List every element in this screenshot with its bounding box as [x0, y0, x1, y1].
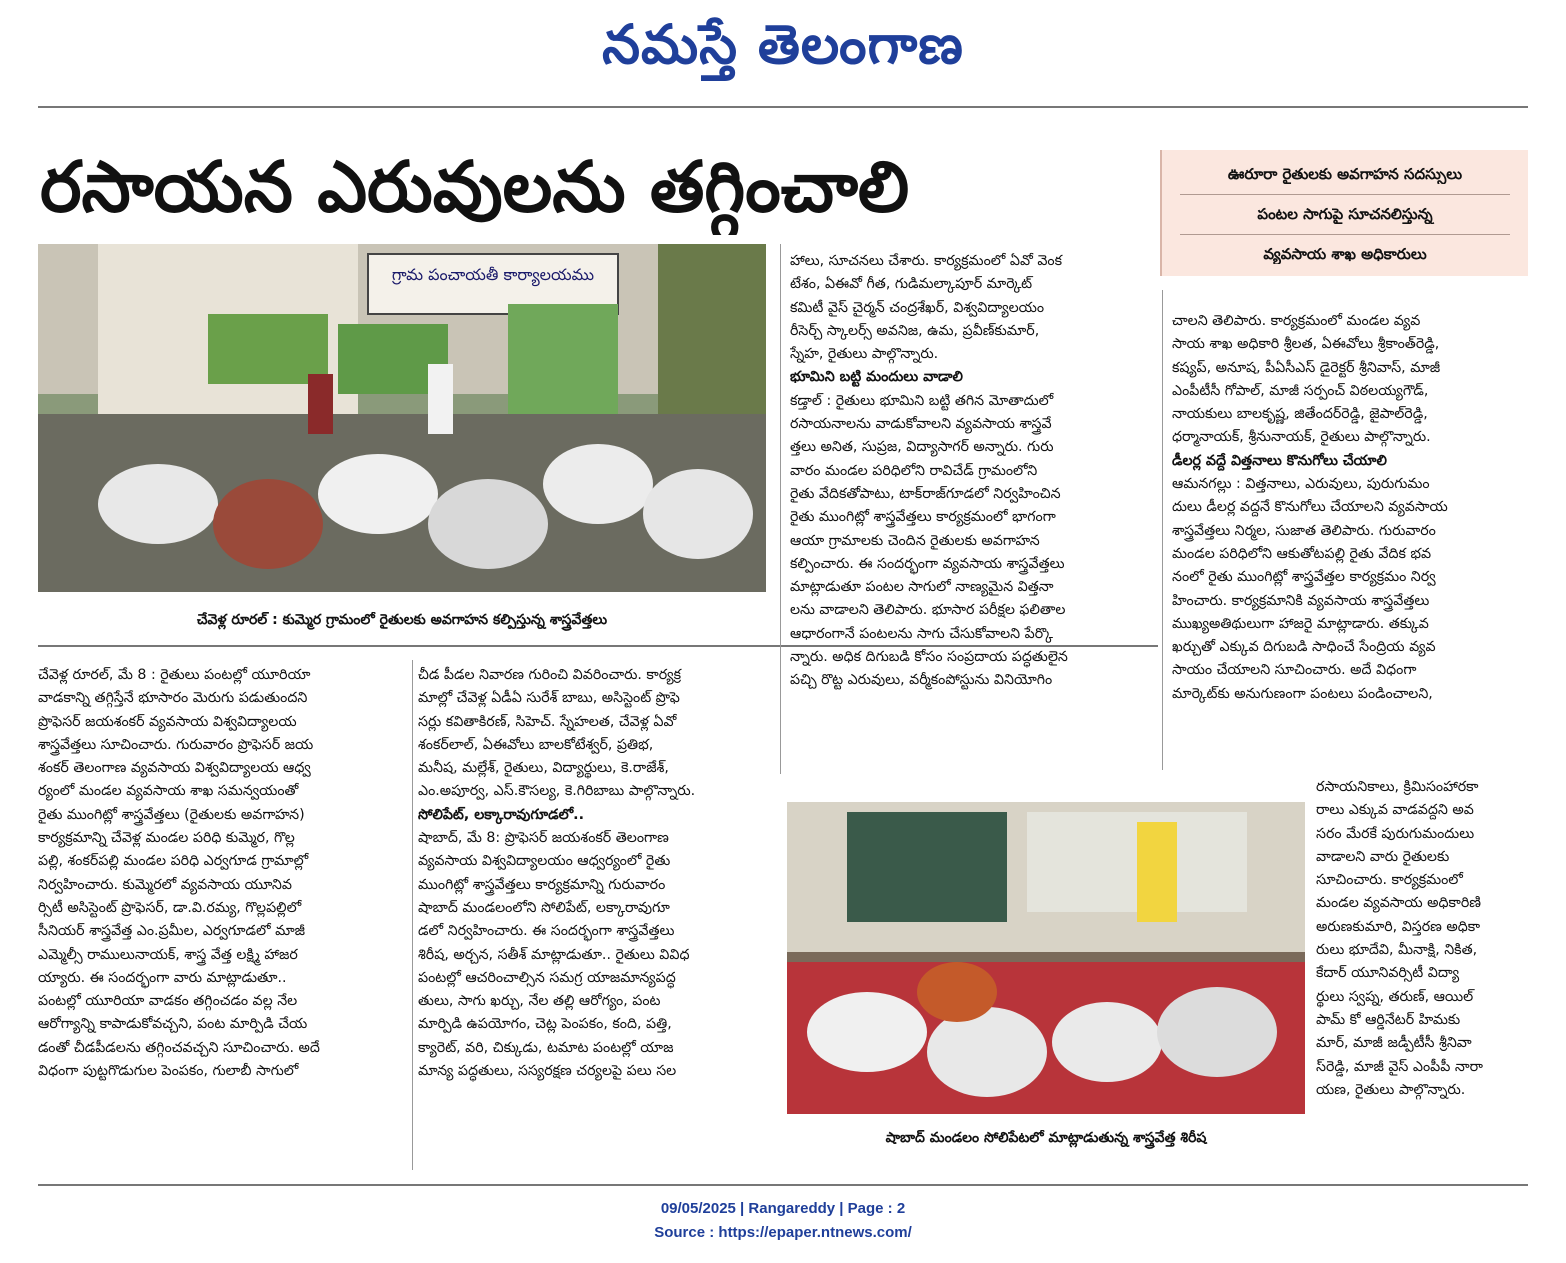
article-text-line: కడ్తాల్ : రైతులు భూమిని బట్టి తగిన మోతాదులో	[790, 392, 1054, 409]
article-text-line: షాబాద్ మండలంలోని సోలిపేట్, లక్కారావుగూ	[418, 899, 670, 916]
article-column-1	[38, 664, 408, 1174]
article-text-line: షాబాద్, మే 8: ప్రొఫెసర్ జయశంకర్ తెలంగాణ	[418, 830, 669, 847]
article-text-line: ఎం.అపూర్వ, ఎస్.కౌసల్య, కె.గిరిబాబు పాల్గొన్నారు.	[418, 783, 696, 800]
article-text-line: ప్రొఫెసర్ జయశంకర్ వ్యవసాయ విశ్వవిద్యాలయ	[38, 713, 297, 730]
article-column-4	[1172, 310, 1528, 800]
article-text-line: ఆమనగల్లు : విత్తనాలు, ఎరువులు, పురుగుమం	[1172, 476, 1430, 493]
article-subheading: డీలర్ల వద్దే విత్తనాలు కొనుగోలు చేయాలి	[1172, 452, 1387, 469]
article-text-line: రీసెర్చ్ స్కాలర్స్ అవనిజ, ఉమ, ప్రవీణ్‌కుమార్,	[790, 322, 1040, 339]
article-text-line: స్‌రెడ్డి, మాజీ వైస్ ఎంపీపీ నారా	[1316, 1058, 1483, 1075]
article-text-line: మాల్లో చేవెళ్ల ఏడీఏ సురేశ్ బాబు, అసిస్టెంట్ ప్రొఫె	[418, 690, 680, 707]
article-text-line: చీడ పీడల నివారణ గురించి వివరించారు. కార్యక్ర	[418, 667, 682, 683]
article-column-3	[790, 250, 1150, 780]
article-text-line: కేదార్ యూనివర్సిటీ విద్యా	[1316, 965, 1460, 982]
article-text-line: పామ్ కో ఆర్డినేటర్ హిమకు	[1316, 1011, 1461, 1028]
photo-farmers-meeting-kummera	[38, 244, 766, 592]
article-text-line: వాడకాన్ని తగ్గిస్తేనే భూసారం మెరుగు పడుతుందని	[38, 690, 308, 707]
article-text-line: చాలని తెలిపారు. కార్యక్రమంలో మండల వ్యవ	[1172, 313, 1421, 329]
article-text-line: త్తలు అనిత, సుప్రజ, విద్యాసాగర్ అన్నారు. గురు	[790, 439, 1054, 456]
headline: రసాయన ఎరువులను తగ్గించాలి	[40, 146, 910, 228]
article-text-line: శంకర్‌లాల్, ఏఈవోలు బాలకోటేశ్వర్, ప్రతిభ,	[418, 736, 654, 753]
article-text-line: డలో నిర్వహించారు. ఈ సందర్భంగా శాస్త్రవేత్తలు	[418, 923, 675, 940]
article-text-line: నాయకులు బాలకృష్ణ, జితేందర్‌రెడ్డి, జైపాల్‌రెడ్డి,	[1172, 406, 1428, 423]
article-text-line: దులు డీలర్ల వద్దనే కొనుగోలు చేయాలని వ్యవసాయ	[1172, 499, 1448, 516]
bottom-rule	[38, 1184, 1528, 1186]
article-text-line: వాడాలని వారు రైతులకు	[1316, 848, 1450, 865]
footer-edition-info: 09/05/2025 | Rangareddy | Page : 2	[660, 1200, 906, 1217]
article-text-line: తులు, సాగు ఖర్చు, నేల తల్లి ఆరోగ్యం, పంట	[418, 993, 661, 1010]
article-text-line: నంలో రైతు ముంగిట్లో శాస్త్రవేత్తల కార్యక్రమం నిర్వ	[1172, 569, 1436, 586]
article-text-line: య్యారు. ఈ సందర్భంగా వారు మాట్లాడుతూ..	[38, 969, 287, 986]
article-text-line: కష్యప్, అనూష, పీఏసీఎస్ డైరెక్టర్ శ్రీనివాస్, మాజీ	[1172, 359, 1441, 376]
newspaper-masthead: నమస్తే తెలంగాణ	[602, 13, 964, 76]
article-text-line: మార్పిడి ఉపయోగం, చెట్ల పెంపకం, కంది, పత్తి,	[418, 1016, 672, 1033]
article-column-2	[418, 664, 770, 1174]
article-text-line: వ్యవసాయ విశ్వవిద్యాలయం ఆధ్వర్యంలో రైతు	[418, 853, 671, 870]
article-text-line: పల్లి, శంకర్‌పల్లి మండల పరిధి ఎర్వగూడ గ్రామాల్లో	[38, 853, 309, 870]
article-text-line: న్నారు. అధిక దిగుబడి కోసం సంప్రదాయ పద్ధతులైన	[790, 649, 1068, 666]
article-text-line: మార్, మాజీ జడ్పీటీసీ శ్రీనివా	[1316, 1035, 1472, 1052]
article-text-line: శిరీష, అర్చన, సతీశ్ మాట్లాడుతూ.. రైతులు వివిధ	[418, 946, 690, 963]
article-text-line: ఆధారంగానే పంటలను సాగు చేసుకోవాలని పేర్కొ	[790, 625, 1053, 642]
article-text-line: శాస్త్రవేత్తలు నిర్మల, సుజాత తెలిపారు. గురువారం	[1172, 522, 1436, 539]
subheading-divider	[1180, 234, 1510, 235]
article-text-line: ఆయా గ్రామాలకు చెందిన రైతులకు అవగాహన	[790, 532, 1040, 549]
article-text-line: నిర్వహించారు. కుమ్మెరలో వ్యవసాయ యూనివ	[38, 876, 292, 893]
article-text-line: రసాయనికాలు, క్రిమిసంహారకా	[1316, 779, 1479, 795]
article-text-line: శంకర్ తెలంగాణ వ్యవసాయ విశ్వవిద్యాలయ ఆధ్వ	[38, 760, 311, 777]
subheading-divider	[1180, 194, 1510, 195]
article-text-line: పంటల్లో ఆచరించాల్సిన సమగ్ర యాజమాన్యపద్ధ	[418, 969, 676, 986]
article-text-line: క్యారెట్, వరి, చిక్కుడు, టమాట పంటల్లో యాజ	[418, 1039, 674, 1056]
article-text-line: హాలు, సూచనలు చేశారు. కార్యక్రమంలో ఏవో వెంక	[790, 253, 1063, 269]
article-text-line: విధంగా పుట్టగొడుగుల పెంపకం, గులాబీ సాగులో	[38, 1063, 299, 1080]
article-text-line: మార్కెట్‌కు అనుగుణంగా పంటలు పండించాలని,	[1172, 685, 1433, 702]
column-divider	[780, 244, 781, 774]
article-text-line: రైతు వేదికతోపాటు, టాక్‌రాజ్‌గూడలో నిర్వహించిన	[790, 485, 1061, 502]
photo-scientist-speaking-solipet	[787, 802, 1305, 1114]
article-text-line: ముంగిట్లో శాస్త్రవేత్తలు కార్యక్రమాన్ని గురువారం	[418, 876, 666, 893]
article-text-line: ర్యంలో మండల వ్యవసాయ శాఖ సమన్వయంతో	[38, 783, 299, 800]
article-text-line: ఎంపీటీసీ గోపాల్, మాజీ సర్పంచ్ విఠలయ్యగౌడ్,	[1172, 382, 1429, 399]
subheading-line-1: ఊరూరా రైతులకు అవగాహన సదస్సులు	[1227, 165, 1463, 183]
column-divider	[1162, 290, 1163, 770]
article-text-line: డంతో చీడపీడలను తగ్గించవచ్చని సూచించారు. అదే	[38, 1039, 320, 1056]
article-text-line: ఎమ్మెల్సీ రాములునాయక్, శాస్త్ర వేత్త లక్ష్మి హాజర	[38, 946, 298, 963]
article-text-line: అరుణకుమారి, విస్తరణ అధికా	[1316, 918, 1481, 935]
article-text-line: యణ, రైతులు పాల్గొన్నారు.	[1316, 1081, 1466, 1098]
article-text-line: మనీష, మల్లేశ్, రైతులు, విద్యార్థులు, కె.రాజేశ్,	[418, 760, 669, 777]
subheading-line-3: వ్యవసాయ శాఖ అధికారులు	[1263, 245, 1427, 263]
masthead-rule	[38, 106, 1528, 108]
article-text-line: శాస్త్రవేత్తలు సూచించారు. గురువారం ప్రొఫెసర్ జయ	[38, 736, 314, 753]
article-text-line: టేశం, ఏఈవో గీత, గుడిమల్కాపూర్ మార్కెట్	[790, 276, 1033, 293]
article-text-line: మాన్య పద్ధతులు, సస్యరక్షణ చర్యలపై పలు సల	[418, 1063, 677, 1080]
article-text-line: సాయం చేయాలని సూచించారు. అదే విధంగా	[1172, 662, 1417, 679]
article-text-line: రసాయనాలను వాడుకోవాలని వ్యవసాయ శాస్త్రవే	[790, 416, 1052, 433]
column-divider	[412, 660, 413, 1170]
article-text-line: స్నేహ, రైతులు పాల్గొన్నారు.	[790, 346, 939, 363]
article-text-line: మండల పరిధిలోని ఆకుతోటపల్లి రైతు వేదిక భవ	[1172, 545, 1432, 562]
photo-banner-text: గ్రామ పంచాయతీ కార్యాలయము	[391, 265, 595, 284]
article-text-line: మండల వ్యవసాయ అధికారిణి	[1316, 895, 1481, 912]
article-subheading: భూమిని బట్టి మందులు వాడాలి	[790, 369, 963, 386]
article-column-4-continued	[1316, 776, 1528, 1174]
article-text-line: లను వాడాలని తెలిపారు. భూసార పరీక్షల ఫలితాల	[790, 602, 1066, 619]
footer-source-link[interactable]: Source : https://epaper.ntnews.com/	[654, 1224, 912, 1241]
article-text-line: చేవెళ్ల రూరల్, మే 8 : రైతులు పంటల్లో యూరియా	[38, 667, 311, 683]
article-text-line: సీనియర్ శాస్త్రవేత్త ఎం.ప్రమీల, ఎర్వగూడలో మాజీ	[38, 923, 306, 940]
article-text-line: రాలు ఎక్కువ వాడవద్దని అవ	[1316, 802, 1474, 819]
subheading-line-2: పంటల సాగుపై సూచనలిస్తున్న	[1257, 205, 1433, 223]
article-text-line: ర్సిటీ అసిస్టెంట్ ప్రొఫెసర్, డా.వి.రమ్య, గొల్లపల్లిలో	[38, 899, 302, 916]
article-text-line: కమిటీ వైస్ చైర్మన్ చంద్రశేఖర్, విశ్వవిద్యాలయం	[790, 299, 1045, 316]
article-subheading: సోలిపేట్, లక్కారావుగూడలో..	[418, 806, 584, 823]
article-text-line: సరం మేరకే పురుగుమందులు	[1316, 825, 1475, 842]
article-text-line: రైతు ముంగిట్లో శాస్త్రవేత్తలు కార్యక్రమంలో భాగంగా	[790, 509, 1056, 526]
subheading-box	[1160, 150, 1528, 276]
article-text-line: ఖర్చుతో ఎక్కువ దిగుబడి సాధించే సేంద్రియ వ్యవ	[1172, 639, 1436, 656]
article-text-line: ముఖ్యఅతిథులుగా హాజరై మాట్లాడారు. తక్కువ	[1172, 615, 1429, 632]
article-text-line: సాయ శాఖ అధికారి శ్రీలత, ఏఈవోలు శ్రీకాంత్‌రెడ్డి,	[1172, 336, 1440, 353]
article-text-line: ధర్మానాయక్, శ్రీనునాయక్, రైతులు పాల్గొన్నారు.	[1172, 429, 1431, 446]
photo-1-caption: చేవెళ్ల రూరల్ : కుమ్మెర గ్రామంలో రైతులకు అవగాహన కల్పిస్తున్న శాస్త్రవేత్తలు	[196, 612, 608, 628]
photo-2-caption: షాబాద్ మండలం సోలిపేటలో మాట్లాడుతున్న శాస్త్రవేత్త శిరీష	[885, 1130, 1207, 1146]
article-text-line: కార్యక్రమాన్ని చేవెళ్ల మండల పరిధి కుమ్మెర, గొల్ల	[38, 830, 295, 847]
article-text-line: ర్థులు స్వప్న, తరుణ్, ఆయిల్	[1316, 988, 1474, 1005]
article-text-line: పచ్చి రొట్ట ఎరువులు, వర్మీకంపోస్టును వినియోగిం	[790, 672, 1053, 689]
article-text-line: వారం మండల పరిధిలోని రావిచేడ్ గ్రామంలోని	[790, 462, 1038, 479]
article-text-line: ఆరోగ్యాన్ని కాపాడుకోవచ్చని, పంట మార్పిడి చేయ	[38, 1016, 308, 1033]
article-text-line: సర్లు కవితాకిరణ్, సిహెచ్. స్నేహలత, చేవెళ్ల ఏవో	[418, 713, 677, 730]
article-text-line: కల్పించారు. ఈ సందర్భంగా వ్యవసాయ శాస్త్రవేత్తలు	[790, 555, 1065, 572]
article-text-line: మాట్లాడుతూ పంటల సాగులో నాణ్యమైన విత్తనా	[790, 579, 1054, 596]
article-text-line: రులు భూదేవి, మీనాక్షి, నికిత,	[1316, 942, 1478, 959]
article-text-line: రైతు ముంగిట్లో శాస్త్రవేత్తలు (రైతులకు అవగాహన)	[38, 806, 305, 823]
article-text-line: హించారు. కార్యక్రమానికి వ్యవసాయ శాస్త్రవేత్తలు	[1172, 592, 1430, 609]
article-text-line: సూచించారు. కార్యక్రమంలో	[1316, 872, 1463, 889]
article-text-line: పంటల్లో యూరియా వాడకం తగ్గించడం వల్ల నేల	[38, 993, 298, 1010]
